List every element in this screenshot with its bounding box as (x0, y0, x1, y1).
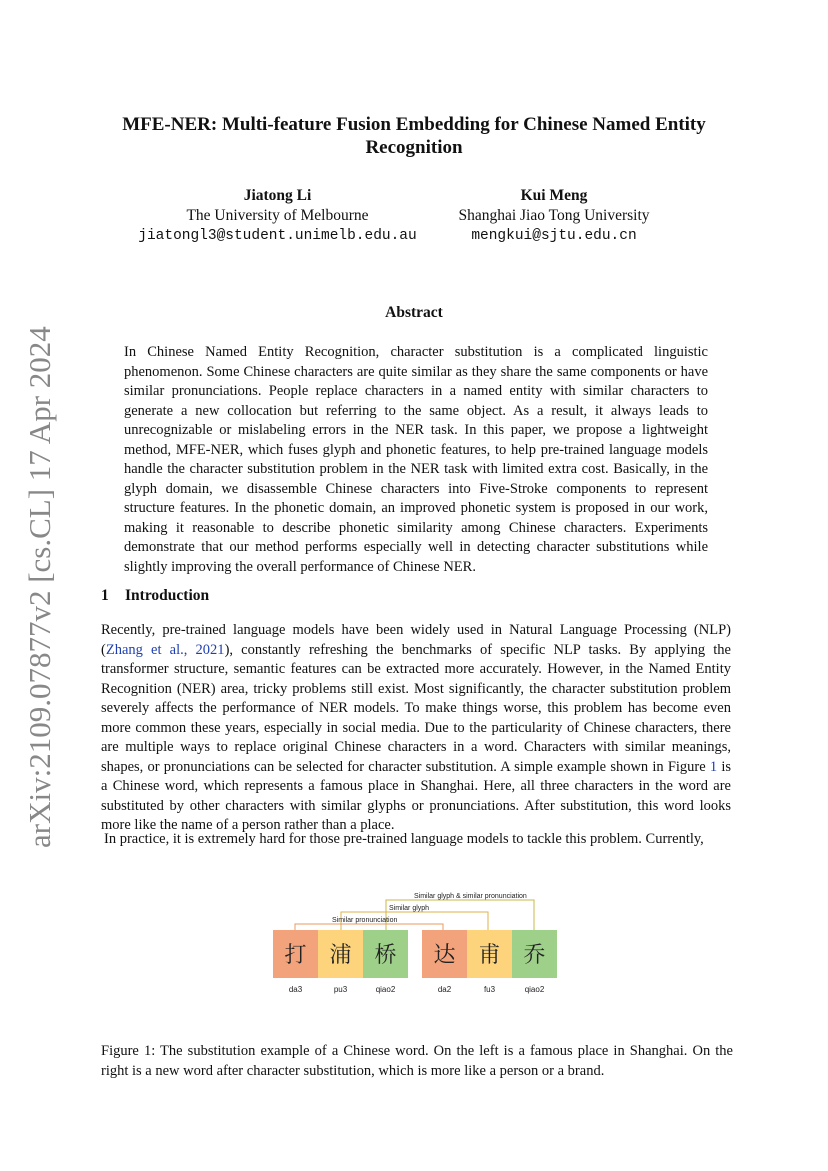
paragraph-text: ), constantly refreshing the benchmarks of specific NLP tasks. By applying the transformer structure, semantic features can be extracted more accurately. However, in the Named Entity Recognition (NER) area, tricky problems still exist. Most significantly, the character substitution problem severely affects the performance of NER models. To make things worse, this problem has become even more common these years, especially in social media. Due to the particularity of Chinese characters, there are multiple ways to replace original Chinese characters in a word. Characters with similar meanings, shapes, or pronunciations can be selected for character substitution. A simple example shown in Figure (101, 641, 731, 775)
intro-paragraph-2: In practice, it is extremely hard for those pre-trained language models to tackle this problem. Currently, (104, 831, 704, 847)
arxiv-sidebar-stamp: arXiv:2109.07877v2 [cs.CL] 17 Apr 2024 (22, 326, 57, 848)
chinese-character: 乔 (523, 943, 546, 968)
paper-title: MFE-NER: Multi-feature Fusion Embedding for Chinese Named Entity Recognition (122, 114, 706, 158)
pinyin-label: qiao2 (524, 985, 545, 994)
author-affiliation: The University of Melbourne (186, 207, 369, 224)
chinese-character: 桥 (374, 943, 397, 968)
section-number: 1 (101, 587, 109, 604)
label-phon: Similar pronunciation (332, 917, 398, 924)
pinyin-label: fu3 (483, 985, 496, 994)
author-affiliation: Shanghai Jiao Tong University (458, 207, 650, 224)
author-name: Jiatong Li (243, 187, 312, 204)
author-name: Kui Meng (520, 187, 588, 204)
label-glyph: Similar glyph (389, 905, 430, 912)
chinese-character: 达 (433, 943, 456, 968)
label-glyph-phon: Similar glyph & similar pronunciation (414, 893, 527, 900)
pinyin-label: qiao2 (375, 985, 396, 994)
author-email: jiatongl3@student.unimelb.edu.au (138, 228, 417, 244)
section-title: Introduction (125, 587, 210, 604)
chinese-character: 甫 (478, 943, 501, 968)
pinyin-label: da2 (437, 985, 452, 994)
figure-caption: Figure 1: The substitution example of a Chinese word. On the left is a famous place in Shanghai. On the right is a new word after character substitution, which is more like a person or a brand. (101, 1043, 733, 1079)
figure-ref-link[interactable]: 1 (709, 758, 718, 775)
intro-paragraph-1 (101, 621, 731, 836)
pinyin-label: da3 (288, 985, 303, 994)
abstract-heading: Abstract (385, 304, 443, 321)
author-email: mengkui@sjtu.edu.cn (471, 228, 637, 244)
chinese-character: 浦 (329, 943, 352, 968)
paragraph-text: Recently, pre-trained language models have been widely used in Natural Language Processing (NLP) ( (101, 622, 731, 658)
author-block-1 (115, 186, 440, 246)
citation-link[interactable]: Zhang et al., 2021 (105, 641, 225, 658)
paragraph-text: is a Chinese word, which represents a famous place in Shanghai. Here, all three characters in the word are substituted by other characters with similar glyphs or pronunciations. After substitution, this word looks more like the name of a person rather than a place. (101, 758, 732, 833)
author-block-2 (448, 186, 660, 246)
line-phon (295, 924, 443, 930)
character-cells (273, 930, 557, 994)
abstract-text: In Chinese Named Entity Recognition, character substitution is a complicated linguistic phenomenon. Some Chinese characters are quite similar as they share the same components or have similar pronunciations. People replace characters in a named entity with similar characters to generate a new collocation but referring to the same object. As a result, it always leads to unrecognizable or mislabeling errors in the NER task. In this paper, we propose a lightweight method, MFE-NER, which fuses glyph and phonetic features, to help pre-trained language models handle the character substitution problem in the NER task with limited extra cost. Basically, in the glyph domain, we disassemble Chinese characters into Five-Stroke components to represent structure features. In the phonetic domain, an improved phonetic system is proposed in our work, making it reasonable to describe phonetic similarity among Chinese characters. Experiments demonstrate that our method performs especially well in detecting character substitutions while slightly improving the overall performance of Chinese NER. (124, 344, 708, 575)
chinese-character: 打 (284, 943, 307, 968)
figure-1-substitution-diagram (262, 888, 572, 1000)
pinyin-label: pu3 (333, 985, 348, 994)
section-heading (101, 587, 209, 605)
